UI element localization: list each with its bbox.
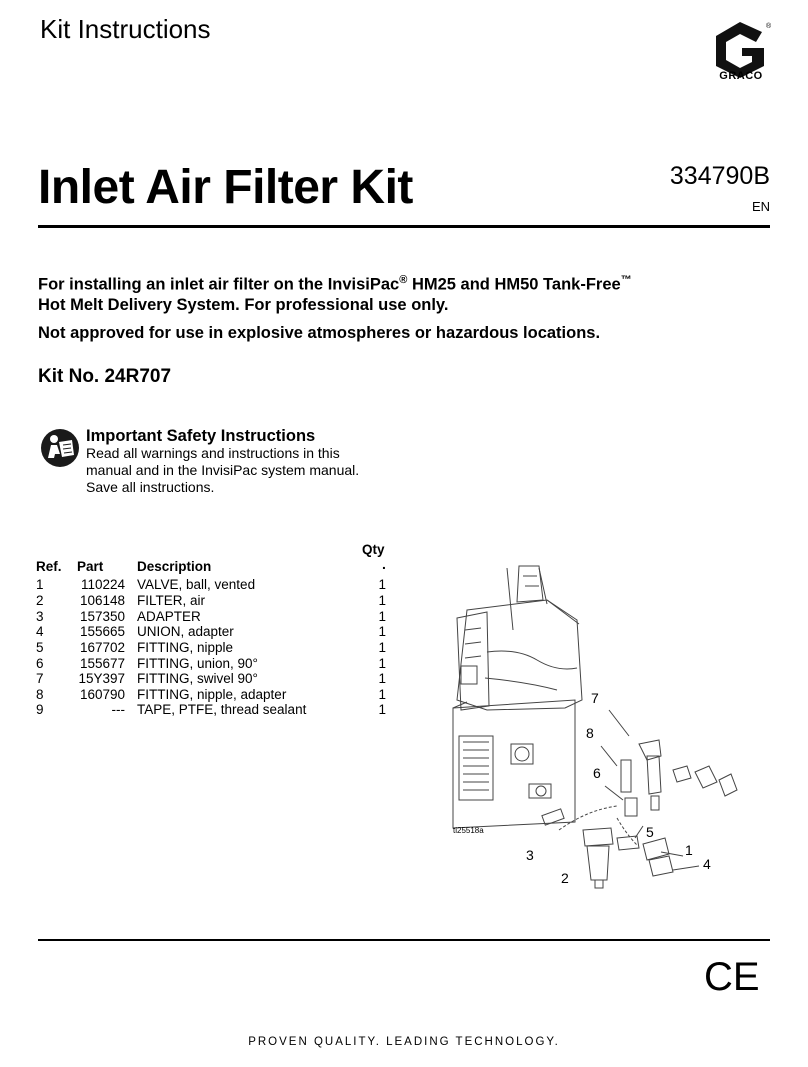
svg-text:CE: CE (704, 956, 760, 996)
qty-header-dot: . (382, 556, 386, 572)
safety-text: manual and in the InvisiPac system manual. (86, 462, 360, 478)
intro-line-2: Hot Melt Delivery System. For professional use only. (38, 296, 449, 314)
registered-mark: ® (766, 23, 772, 30)
kit-number: Kit No. 24R707 (38, 366, 172, 387)
document-number: 334790B (669, 162, 770, 190)
doc-type-label: Kit Instructions (40, 14, 211, 44)
title-divider (38, 225, 770, 228)
callout-label: 6 (593, 765, 601, 781)
graco-wordmark: GRACO (719, 70, 763, 82)
page-title: Inlet Air Filter Kit (38, 161, 413, 214)
ce-mark-icon (704, 956, 770, 996)
callout-label: 7 (591, 690, 599, 706)
brand-tagline: PROVEN QUALITY. LEADING TECHNOLOGY. (248, 1036, 560, 1048)
callout-label: 2 (561, 870, 569, 886)
qty-column-header: Qty (362, 542, 385, 557)
safety-text: Save all instructions. (86, 479, 215, 495)
part-column-header: Part (77, 559, 104, 574)
read-manual-icon (40, 428, 80, 468)
callout-label: 5 (646, 824, 654, 840)
exploded-assembly-illustration (447, 560, 757, 890)
callout-label: 3 (526, 847, 534, 863)
safety-heading: Important Safety Instructions (86, 427, 316, 445)
intro-line-1: For installing an inlet air filter on the InvisiPac® HM25 and HM50 Tank-Free™ (38, 274, 632, 294)
callout-label: 4 (703, 856, 711, 872)
callout-label: 1 (685, 842, 693, 858)
callout-label: 8 (586, 725, 594, 741)
footer-divider (38, 939, 770, 941)
safety-text: Read all warnings and instructions in this (86, 445, 340, 461)
description-column-header: Description (137, 559, 212, 574)
figure-id: ti25518a (453, 826, 484, 835)
document-language: EN (751, 199, 770, 214)
ref-column-header: Ref. (36, 559, 62, 574)
intro-line-3: Not approved for use in explosive atmospheres or hazardous locations. (38, 324, 601, 342)
